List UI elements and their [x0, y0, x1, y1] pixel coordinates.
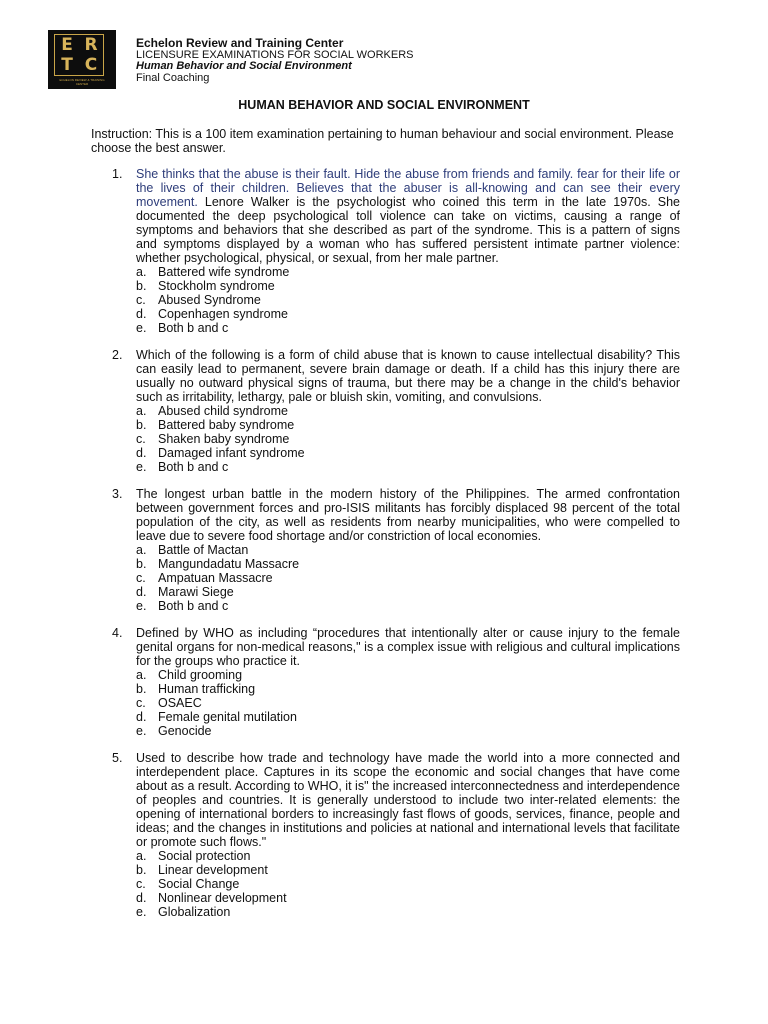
- answer-option: [136, 418, 680, 432]
- answer-options: [136, 849, 680, 919]
- answer-option: [136, 710, 680, 724]
- option-letter: a.: [136, 265, 147, 279]
- option-text: Abused child syndrome: [158, 404, 288, 418]
- answer-option: [136, 668, 680, 682]
- question-text: Which of the following is a form of child abuse that is known to cause intellectual disability? This can easily lead to permanent, severe brain damage or death. If a child has this injury there are usually no outward physical signs of trauma, but there may be a change in the child's behavior such as irritability, lethargy, pale or bluish skin, vomiting, and convulsions.: [136, 348, 680, 404]
- option-text: Abused Syndrome: [158, 293, 261, 307]
- option-letter: b.: [136, 682, 147, 696]
- option-letter: e.: [136, 905, 147, 919]
- answer-options: [136, 404, 680, 474]
- option-letter: c.: [136, 293, 146, 307]
- option-letter: d.: [136, 891, 147, 905]
- answer-option: [136, 571, 680, 585]
- option-text: Stockholm syndrome: [158, 279, 275, 293]
- answer-option: [136, 543, 680, 557]
- option-letter: a.: [136, 668, 147, 682]
- answer-option: [136, 682, 680, 696]
- option-text: Battle of Mactan: [158, 543, 249, 557]
- answer-option: [136, 321, 680, 335]
- option-text: Both b and c: [158, 321, 229, 335]
- answer-options: [136, 668, 680, 738]
- logo-letter: T: [61, 55, 73, 75]
- answer-option: [136, 460, 680, 474]
- answer-option: [136, 891, 680, 905]
- question-item: [108, 626, 680, 738]
- option-text: Copenhagen syndrome: [158, 307, 288, 321]
- question-highlight-text: Hide the abuse from friends and family. fear for their life or the lives of their children. Believes that the abuser is all-knowing and can see their every movement.: [136, 167, 681, 209]
- option-letter: a.: [136, 543, 147, 557]
- option-text: Both b and c: [158, 460, 229, 474]
- option-letter: a.: [136, 404, 147, 418]
- option-text: Social protection: [158, 849, 251, 863]
- question-item: [108, 348, 680, 474]
- option-letter: c.: [136, 571, 146, 585]
- question-text: The longest urban battle in the modern history of the Philippines. The armed confrontation between government forces and pro-ISIS militants has forcibly displaced 98 percent of the total population of the city, as well as residents from nearby municipalities, who were compelled to leave due to severe food shortage and/or constriction of local economies.: [136, 487, 680, 543]
- answer-options: [136, 265, 680, 335]
- option-text: Genocide: [158, 724, 212, 738]
- answer-option: [136, 877, 680, 891]
- option-text: Social Change: [158, 877, 240, 891]
- document-header: [136, 38, 414, 84]
- option-letter: e.: [136, 321, 147, 335]
- question-item: [108, 487, 680, 613]
- option-text: Globalization: [158, 905, 231, 919]
- question-text: Defined by WHO as including “procedures that intentionally alter or cause injury to the female genital organs for non-medical reasons," is a complex issue with religious and cultural implications for the groups who practice it.: [136, 626, 680, 668]
- option-letter: b.: [136, 557, 147, 571]
- answer-options: [136, 543, 680, 613]
- logo-monogram: [54, 34, 104, 76]
- answer-option: [136, 293, 680, 307]
- question-number: 4.: [112, 626, 123, 640]
- option-letter: d.: [136, 710, 147, 724]
- option-text: OSAEC: [158, 696, 202, 710]
- logo-letter: R: [84, 35, 98, 55]
- option-text: Female genital mutilation: [158, 710, 297, 724]
- org-name: Echelon Review and Training Center: [136, 36, 344, 50]
- question-list: [108, 167, 680, 932]
- option-text: Human trafficking: [158, 682, 256, 696]
- answer-option: [136, 905, 680, 919]
- question-number: 3.: [112, 487, 123, 501]
- answer-option: [136, 265, 680, 279]
- option-letter: a.: [136, 849, 147, 863]
- answer-option: [136, 446, 680, 460]
- option-text: Shaken baby syndrome: [158, 432, 290, 446]
- question-number: 2.: [112, 348, 123, 362]
- option-text: Battered wife syndrome: [158, 265, 290, 279]
- option-text: Linear development: [158, 863, 268, 877]
- option-letter: c.: [136, 432, 146, 446]
- option-letter: b.: [136, 863, 147, 877]
- option-letter: e.: [136, 460, 147, 474]
- question-item: [108, 167, 680, 335]
- option-letter: c.: [136, 877, 146, 891]
- answer-option: [136, 599, 680, 613]
- answer-option: [136, 849, 680, 863]
- answer-option: [136, 585, 680, 599]
- answer-option: [136, 557, 680, 571]
- option-letter: d.: [136, 585, 147, 599]
- answer-option: [136, 863, 680, 877]
- answer-option: [136, 432, 680, 446]
- option-letter: d.: [136, 446, 147, 460]
- option-text: Nonlinear development: [158, 891, 287, 905]
- question-number: 5.: [112, 751, 123, 765]
- instruction-text: Instruction: This is a 100 item examination pertaining to human behaviour and social environment. Please choose the best answer.: [91, 127, 674, 155]
- answer-option: [136, 724, 680, 738]
- answer-option: [136, 696, 680, 710]
- answer-option: [136, 404, 680, 418]
- question-text: [136, 167, 680, 265]
- option-text: Ampatuan Massacre: [158, 571, 273, 585]
- option-text: Marawi Siege: [158, 585, 234, 599]
- logo-caption: ECHELON REVIEW & TRAINING CENTER: [59, 78, 105, 86]
- ertc-logo: [48, 30, 116, 89]
- answer-option: [136, 307, 680, 321]
- question-number: 1.: [112, 167, 123, 181]
- subject-name: Human Behavior and Social Environment: [136, 60, 352, 72]
- answer-option: [136, 279, 680, 293]
- option-text: Battered baby syndrome: [158, 418, 295, 432]
- option-letter: b.: [136, 418, 147, 432]
- question-text: Used to describe how trade and technology have made the world into a more connected and interdependent place. Captures in its scope the economic and social changes that have come about as a result. According to WHO, it is" the increased interconnectedness and interdependence of peoples and countries. It is generally understood to include two inter-related elements: the opening of international borders to increasingly fast flows of goods, services, finance, people and ideas; and the changes in institutions and policies at national and international levels that facilitate or promote such flows.": [136, 751, 680, 849]
- logo-letter: C: [84, 55, 98, 75]
- question-highlight-text: She thinks that the abuse is their fault.: [136, 167, 351, 181]
- option-letter: d.: [136, 307, 147, 321]
- question-item: [108, 751, 680, 919]
- option-text: Damaged infant syndrome: [158, 446, 305, 460]
- option-letter: e.: [136, 724, 147, 738]
- question-body-text: Lenore Walker is the psychologist who coined this term in the late 1970s. She documented the deep psychological toll violence can take on victims, causing a range of symptoms and behaviors that she described as part of the syndrome. This is a pattern of signs and symptoms displayed by a woman who has suffered persistent intimate partner violence: whether psychological, physical, or sexual, from her male partner.: [136, 195, 680, 265]
- option-text: Both b and c: [158, 599, 229, 613]
- logo-letter: E: [61, 35, 73, 55]
- page-title: HUMAN BEHAVIOR AND SOCIAL ENVIRONMENT: [238, 98, 530, 112]
- session-name: Final Coaching: [136, 71, 210, 84]
- option-text: Child grooming: [158, 668, 243, 682]
- option-letter: e.: [136, 599, 147, 613]
- option-text: Mangundadatu Massacre: [158, 557, 300, 571]
- option-letter: b.: [136, 279, 147, 293]
- option-letter: c.: [136, 696, 146, 710]
- exam-name: LICENSURE EXAMINATIONS FOR SOCIAL WORKERS: [136, 48, 414, 61]
